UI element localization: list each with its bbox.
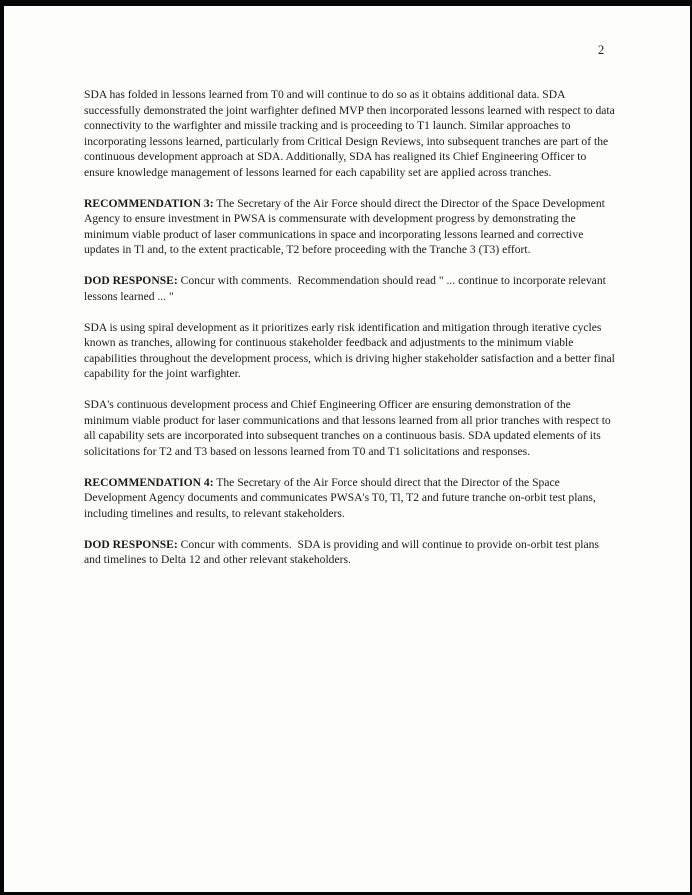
paragraph-dod-response-3 [84, 273, 615, 304]
paragraph-intro [84, 87, 618, 180]
paragraph-lead: DOD RESPONSE: [84, 274, 178, 287]
document-page [4, 6, 690, 892]
paragraph-text: Concur with comments. Recommendation should read " ... continue to incorporate relevant lessons learned ... " [84, 274, 609, 303]
paragraph-lead: RECOMMENDATION 4: [84, 475, 214, 489]
paragraph-recommendation-3 [84, 196, 615, 258]
page-number: 2 [598, 43, 605, 57]
paragraph-spiral-development [84, 320, 618, 382]
paragraph-text: The Secretary of the Air Force should direct that the Director of the Space Development Agency documents and communicates PWSA's T0, Tl, T2 and future tranche on-orbit test plans, including timelines and results, to relevant stakeholders. [84, 475, 599, 520]
paragraph-text: SDA is using spiral development as it prioritizes early risk identification and mitigation through iterative cycles known as tranches, allowing for continuous stakeholder feedback and adjustments to the minimum viable capabilities throughout the development process, which is driving higher stakeholder satisfaction and a better final capability for the joint warfighter. [84, 320, 618, 380]
paragraph-text: SDA has folded in lessons learned from T0 and will continue to do so as it obtains additional data. SDA successfully demonstrated the joint warfighter defined MVP then incorporated lessons learned with respect to data connectivity to the warfighter and missile tracking and is proceeding to T1 launch. Similar approaches to incorporating lessons learned, particularly from Critical Design Reviews, into subsequent tranches are part of the continuous development approach at SDA. Additionally, SDA has realigned its Chief Engineering Officer to ensure knowledge management of lessons learned for each capability set are applied across tranches. [84, 88, 618, 179]
paragraph-continuous-development [84, 397, 615, 459]
paragraph-lead: RECOMMENDATION 3: [84, 196, 214, 210]
paragraph-text: The Secretary of the Air Force should direct the Director of the Space Development Agency to ensure investment in PWSA is commensurate with development progress by demonstrating the minimum viable product of laser communications in space and incorporating lessons learned and corrective updates in Tl and, to the extent practicable, T2 before proceeding with the Tranche 3 (T3) effort. [84, 196, 608, 256]
paragraph-lead: DOD RESPONSE: [84, 537, 178, 551]
paragraph-dod-response-4 [84, 537, 615, 568]
document-body [84, 87, 618, 583]
paragraph-recommendation-4 [84, 475, 615, 522]
paragraph-text: SDA's continuous development process and Chief Engineering Officer are ensuring demonstration of the minimum viable product for laser communications and that lessons learned from all prior tranches with respect to all capability sets are incorporated into subsequent tranches on a continuous basis. SDA updated elements of its solicitations for T2 and T3 based on lessons learned from T0 and T1 solicitations and responses. [84, 398, 614, 458]
paragraph-text: Concur with comments. SDA is providing and will continue to provide on-orbit test plans and timelines to Delta 12 and other relevant stakeholders. [84, 537, 602, 566]
